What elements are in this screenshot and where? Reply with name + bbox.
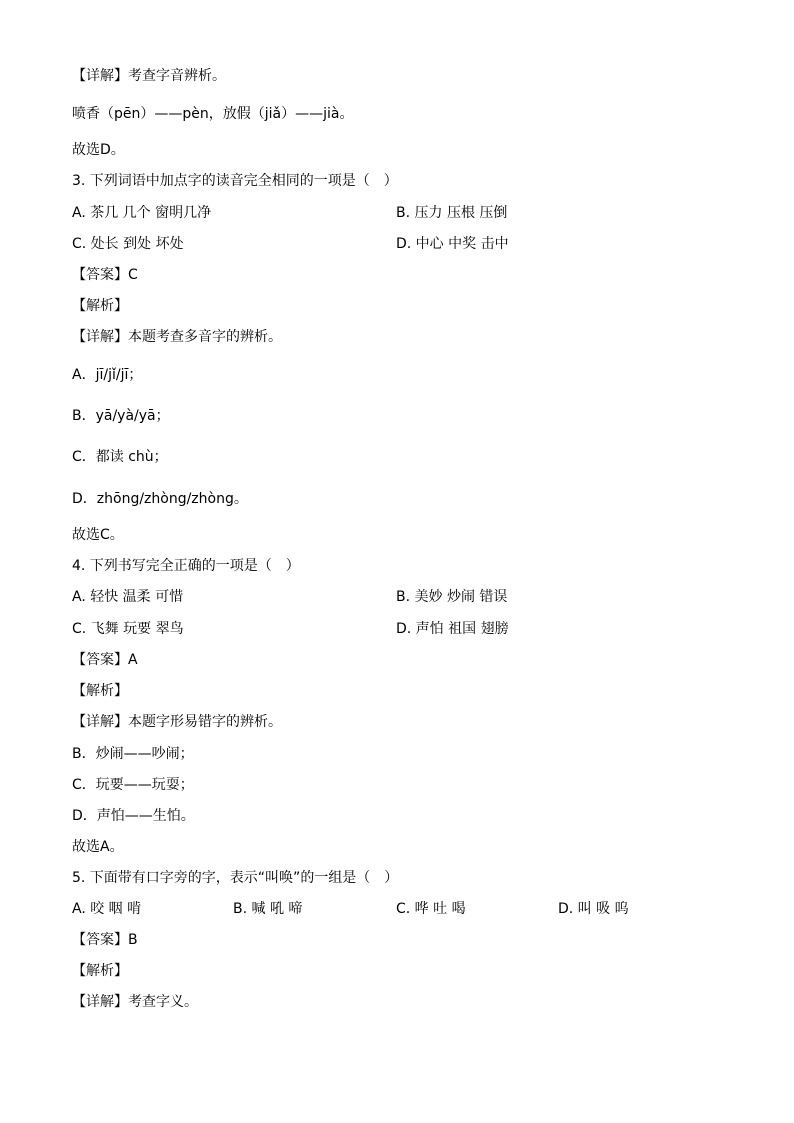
q3-option-d: D. 中心 中奖 击中 <box>396 236 509 252</box>
q5-answer: 【答案】B <box>72 932 138 948</box>
q3-note-d: D．zhōng/zhòng/zhòng。 <box>72 491 248 507</box>
q4-option-d: D. 声怕 祖国 翅膀 <box>396 621 509 637</box>
q5-option-a: A. 咬 咽 啃 <box>72 901 142 917</box>
q4-note-d: D．声怕——生怕。 <box>72 808 195 824</box>
q3-option-c: C. 处长 到处 坏处 <box>72 236 184 252</box>
q3-choice: 故选C。 <box>72 527 124 543</box>
q3-note-c: C．都读 chù； <box>72 449 168 465</box>
q2-detail: 【详解】考查字音辨析。 <box>72 68 226 84</box>
q4-option-c: C. 飞舞 玩要 翠鸟 <box>72 621 184 637</box>
q4-detail: 【详解】本题字形易错字的辨析。 <box>72 714 282 730</box>
q4-stem: 4. 下列书写完全正确的一项是（ ） <box>72 558 300 574</box>
q4-note-c: C．玩要——玩耍； <box>72 777 194 793</box>
q4-option-b: B. 美妙 炒闹 错误 <box>396 589 508 605</box>
q5-option-b: B. 喊 吼 啼 <box>233 901 303 917</box>
q5-option-d: D. 叫 吸 呜 <box>558 901 629 917</box>
q4-analysis: 【解析】 <box>72 683 128 699</box>
q5-stem: 5. 下面带有口字旁的字，表示“叫唤”的一组是（ ） <box>72 870 399 886</box>
q4-choice: 故选A。 <box>72 839 124 855</box>
q4-option-a: A. 轻快 温柔 可惜 <box>72 589 184 605</box>
q3-note-a: A．jī/jǐ/jī； <box>72 367 143 383</box>
q3-note-b: B．yā/yà/yā； <box>72 408 170 424</box>
q4-answer: 【答案】A <box>72 652 138 668</box>
q3-answer: 【答案】C <box>72 267 138 283</box>
q3-analysis: 【解析】 <box>72 298 128 314</box>
q3-option-a: A. 茶几 几个 窗明几净 <box>72 205 212 221</box>
q5-option-c: C. 哗 吐 喝 <box>396 901 466 917</box>
q5-analysis: 【解析】 <box>72 963 128 979</box>
q4-note-b: B．炒闹——吵闹； <box>72 746 194 762</box>
q2-choice: 故选D。 <box>72 142 125 158</box>
q2-detail-line: 喷香（pēn）——pèn，放假（jiǎ）——jià。 <box>72 106 354 122</box>
q3-stem: 3. 下列词语中加点字的读音完全相同的一项是（ ） <box>72 173 398 189</box>
q5-detail: 【详解】考查字义。 <box>72 994 198 1010</box>
q3-detail: 【详解】本题考查多音字的辨析。 <box>72 329 282 345</box>
q3-option-b: B. 压力 压根 压倒 <box>396 205 508 221</box>
